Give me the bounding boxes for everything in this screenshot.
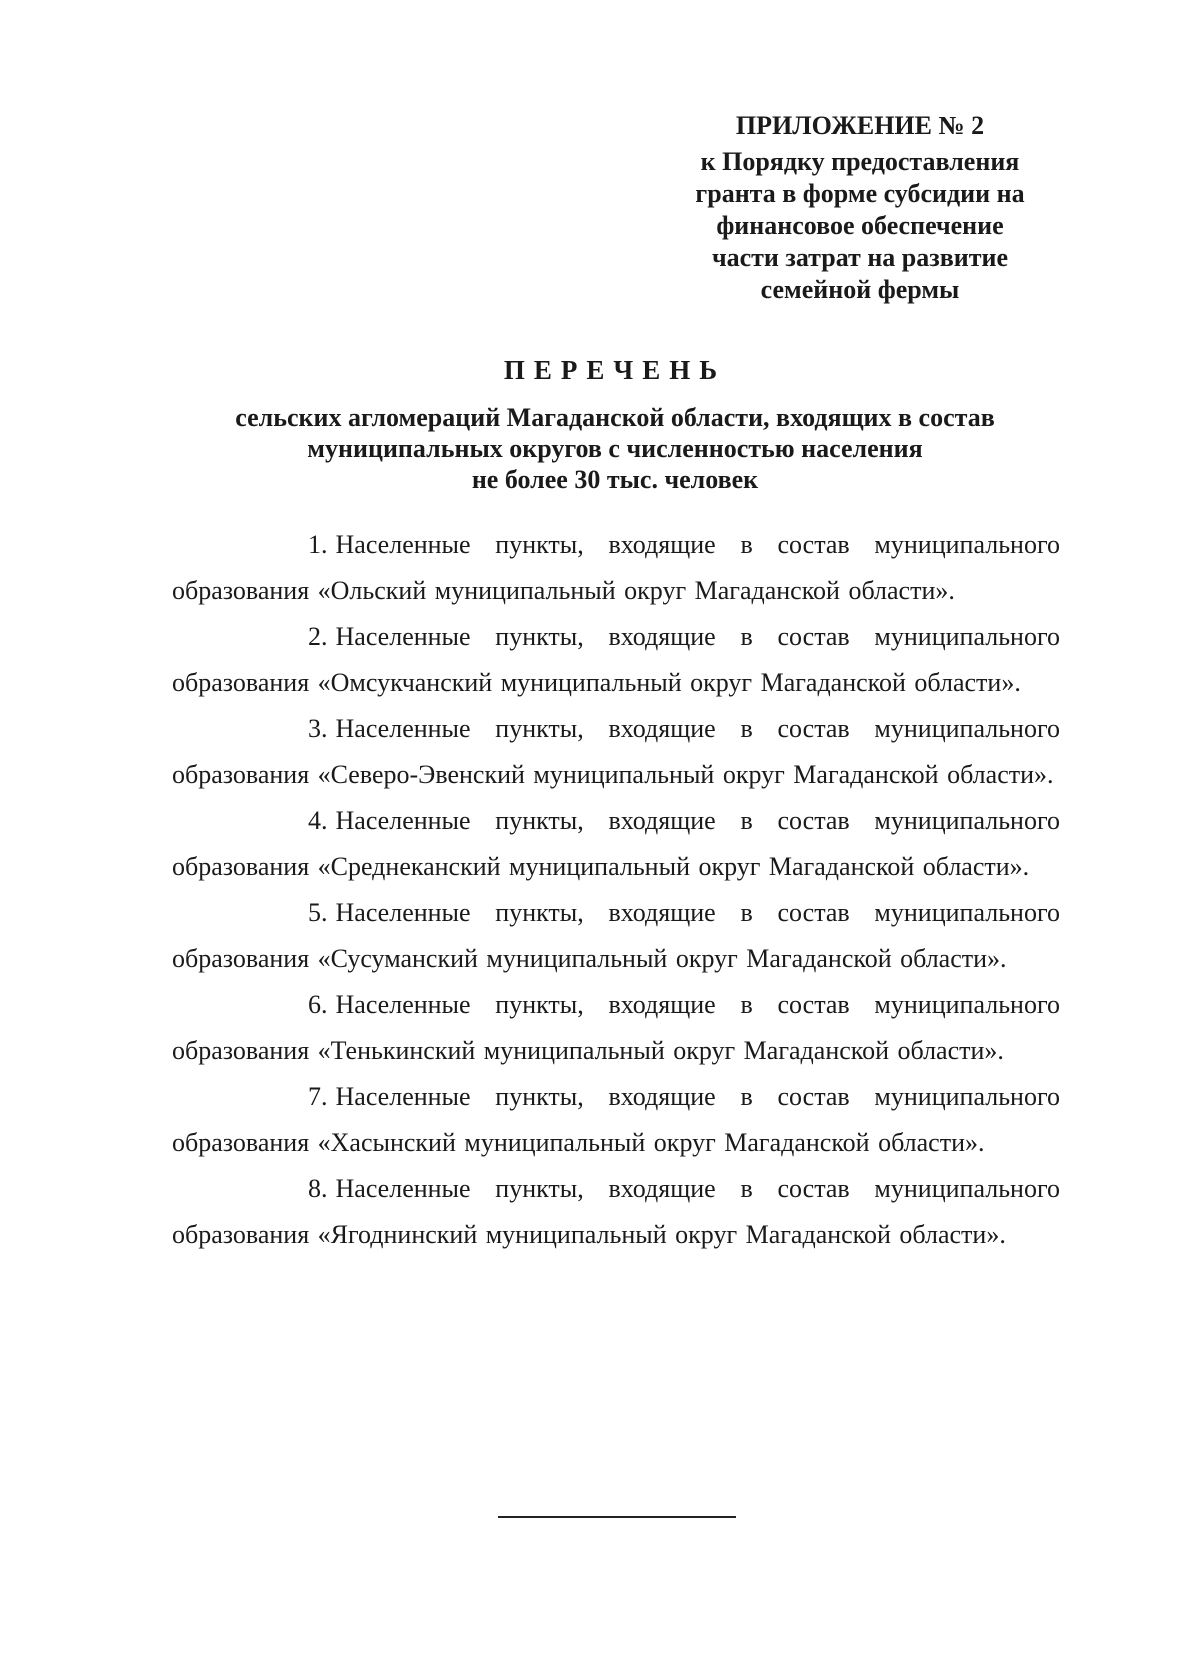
item-number: 8. <box>308 1174 328 1203</box>
appendix-line: финансовое обеспечение <box>716 211 1004 240</box>
list-item <box>172 982 1060 1074</box>
item-number: 7. <box>308 1082 328 1111</box>
list-item <box>172 1074 1060 1166</box>
subtitle-line: сельских агломераций Магаданской области, входящих в состав <box>235 403 995 432</box>
item-text: Населенные пункты, входящие в состав муниципального образования «Ягоднинский муниципальный округ Магаданской области». <box>172 1174 1060 1249</box>
separator-line <box>498 1516 736 1518</box>
item-text: Населенные пункты, входящие в состав муниципального образования «Омсукчанский муниципальный округ Магаданской области». <box>172 622 1060 697</box>
item-text: Населенные пункты, входящие в состав муниципального образования «Ольский муниципальный округ Магаданской области». <box>172 530 1060 605</box>
list-item <box>172 522 1060 614</box>
item-text: Населенные пункты, входящие в состав муниципального образования «Северо-Эвенский муниципальный округ Магаданской области». <box>172 714 1060 789</box>
item-number: 4. <box>308 806 328 835</box>
subtitle-line: муниципальных округов с численностью населения <box>307 434 923 463</box>
appendix-title: ПРИЛОЖЕНИЕ № 2 <box>735 111 985 140</box>
subtitle-line: не более 30 тыс. человек <box>471 465 759 494</box>
item-number: 2. <box>308 622 328 651</box>
list-item <box>172 890 1060 982</box>
appendix-line: части затрат на развитие <box>711 243 1009 272</box>
list-item <box>172 798 1060 890</box>
appendix-line: семейной фермы <box>760 275 960 304</box>
list-item <box>172 614 1060 706</box>
item-text: Населенные пункты, входящие в состав муниципального образования «Среднеканский муниципальный округ Магаданской области». <box>172 806 1060 881</box>
item-number: 3. <box>308 714 328 743</box>
item-number: 6. <box>308 990 328 1019</box>
document-subtitle <box>170 402 1060 495</box>
item-text: Населенные пункты, входящие в состав муниципального образования «Хасынский муниципальный округ Магаданской области». <box>172 1082 1060 1157</box>
list-item <box>172 706 1060 798</box>
item-text: Населенные пункты, входящие в состав муниципального образования «Сусуманский муниципальный округ Магаданской области». <box>172 898 1060 973</box>
item-text: Населенные пункты, входящие в состав муниципального образования «Тенькинский муниципальный округ Магаданской области». <box>172 990 1060 1065</box>
document-title: ПЕРЕЧЕНЬ <box>503 355 727 385</box>
appendix-line: к Порядку предоставления <box>700 147 1020 176</box>
appendix-header <box>670 110 1050 306</box>
appendix-line: гранта в форме субсидии на <box>695 179 1025 208</box>
list-item <box>172 1166 1060 1258</box>
item-number: 1. <box>308 530 328 559</box>
item-number: 5. <box>308 898 328 927</box>
settlements-list <box>172 522 1060 1258</box>
